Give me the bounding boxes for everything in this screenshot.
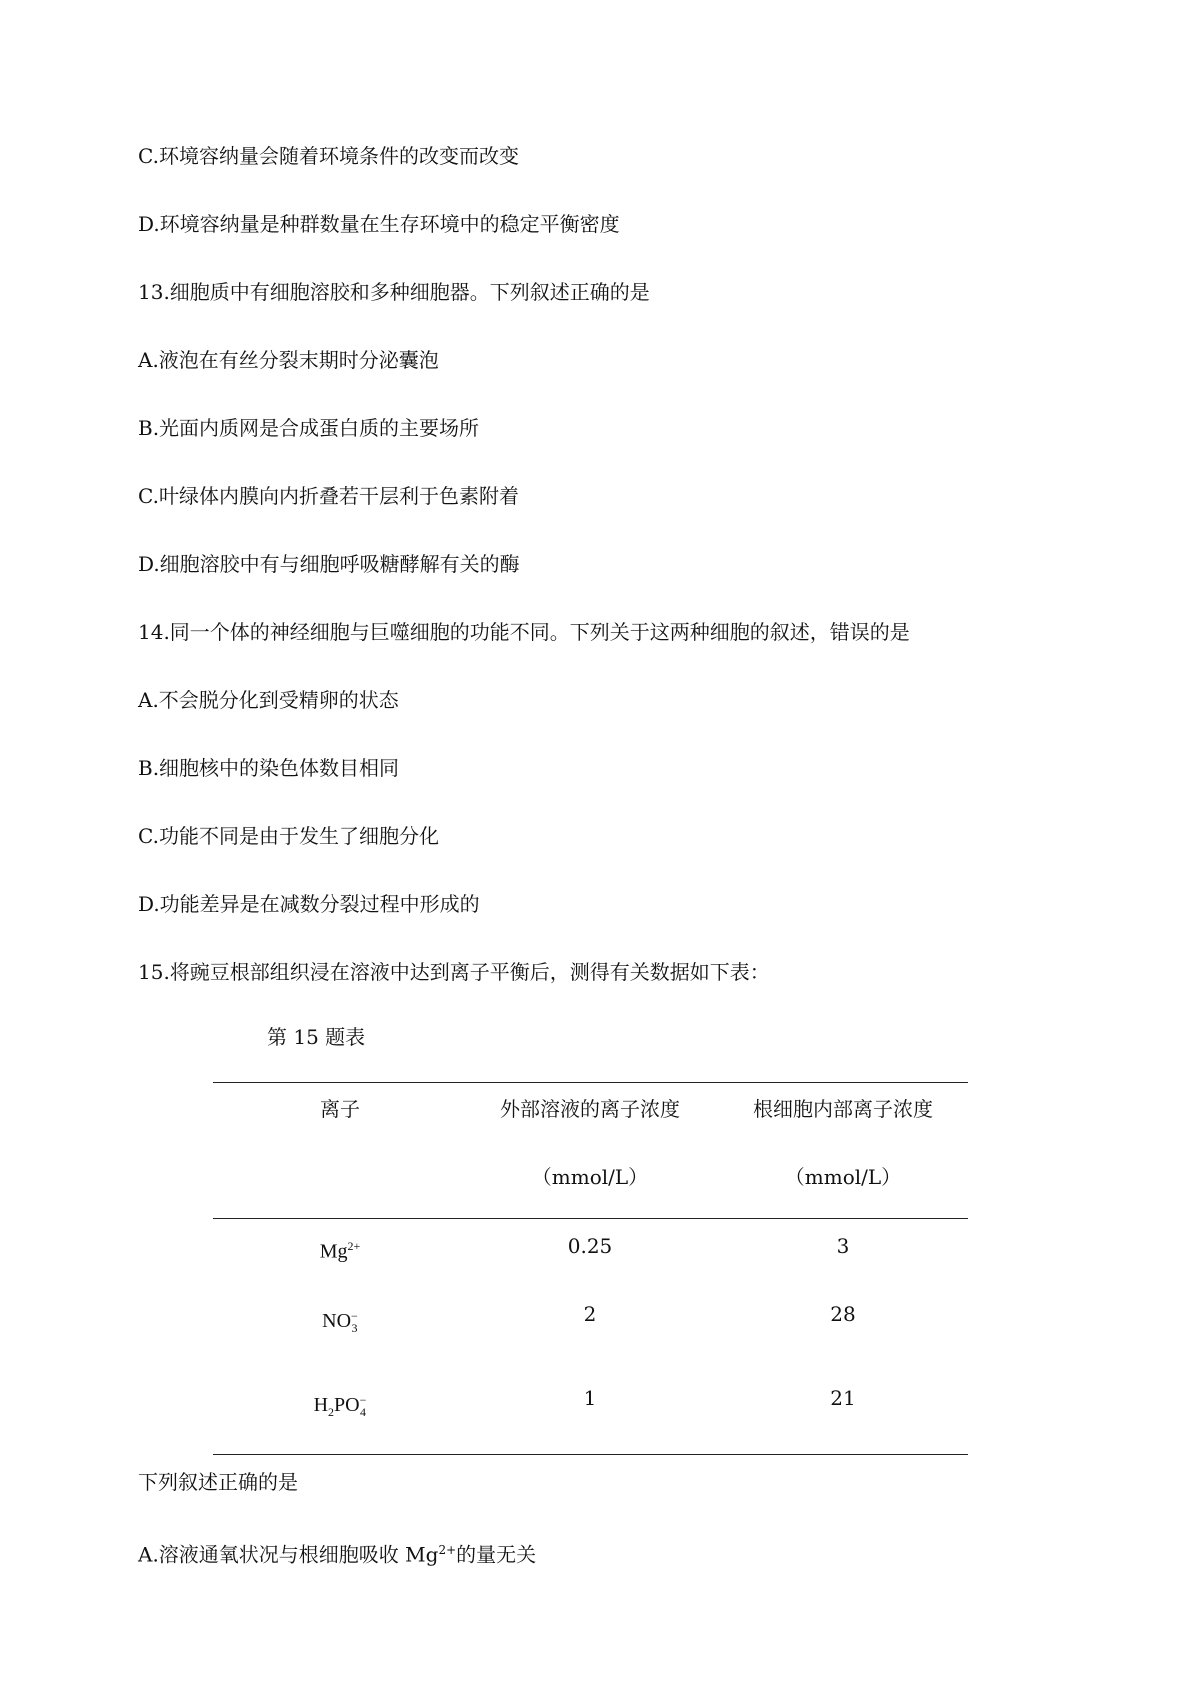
question-14-option-c: C.功能不同是由于发生了细胞分化 — [138, 824, 439, 848]
table-bottom-rule — [213, 1454, 968, 1455]
table-row-1-ion: $Mg^{2+}$ — [319, 1239, 361, 1263]
question-14-stem: 14.同一个体的神经细胞与巨噬细胞的功能不同。下列关于这两种细胞的叙述，错误的是 — [138, 620, 910, 644]
table-header-outer-unit: （mmol/L） — [531, 1165, 649, 1189]
question-14-option-b: B.细胞核中的染色体数目相同 — [138, 756, 400, 780]
table-row-1-inner: 3 — [836, 1234, 850, 1258]
question-14-option-a: A.不会脱分化到受精卵的状态 — [138, 688, 399, 712]
question-13-option-b: B.光面内质网是合成蛋白质的主要场所 — [138, 416, 480, 440]
question-15-stem: 15.将豌豆根部组织浸在溶液中达到离子平衡后，测得有关数据如下表： — [138, 960, 770, 984]
table-header-inner-unit: （mmol/L） — [784, 1165, 902, 1189]
question-15-option-a: A.溶液通氧状况与根细胞吸收 $Mg^{2+}$的量无关 — [138, 1542, 537, 1567]
table-row-2-outer: 2 — [583, 1302, 597, 1326]
table-row-2-inner: 28 — [830, 1302, 856, 1326]
question-13-stem: 13.细胞质中有细胞溶胶和多种细胞器。下列叙述正确的是 — [138, 280, 650, 304]
question-13-option-d: D.细胞溶胶中有与细胞呼吸糖酵解有关的酶 — [138, 552, 520, 576]
question-14-option-d: D.功能差异是在减数分裂过程中形成的 — [138, 892, 480, 916]
table-row-3-outer: 1 — [583, 1386, 597, 1410]
table-row-3-inner: 21 — [830, 1386, 856, 1410]
question-13-option-c: C.叶绿体内膜向内折叠若干层利于色素附着 — [138, 484, 519, 508]
table-header-outer-concentration: 外部溶液的离子浓度 — [500, 1097, 680, 1121]
table-header-inner-concentration: 根细胞内部离子浓度 — [753, 1097, 933, 1121]
table-header-rule — [213, 1218, 968, 1219]
table-header-ion: 离子 — [320, 1097, 360, 1121]
table-row-1-outer: 0.25 — [567, 1234, 613, 1258]
text-line-option-d-12: D.环境容纳量是种群数量在生存环境中的稳定平衡密度 — [138, 212, 620, 236]
table-caption: 第 15 题表 — [267, 1025, 366, 1049]
question-13-option-a: A.液泡在有丝分裂末期时分泌囊泡 — [138, 348, 439, 372]
question-15-prompt: 下列叙述正确的是 — [138, 1470, 298, 1494]
table-row-2-ion: NO − 3 — [322, 1309, 358, 1336]
table-row-3-ion: $H_2PO$ − 4 — [313, 1393, 367, 1420]
table-top-rule — [213, 1082, 968, 1083]
text-line-option-c-12: C.环境容纳量会随着环境条件的改变而改变 — [138, 144, 519, 168]
